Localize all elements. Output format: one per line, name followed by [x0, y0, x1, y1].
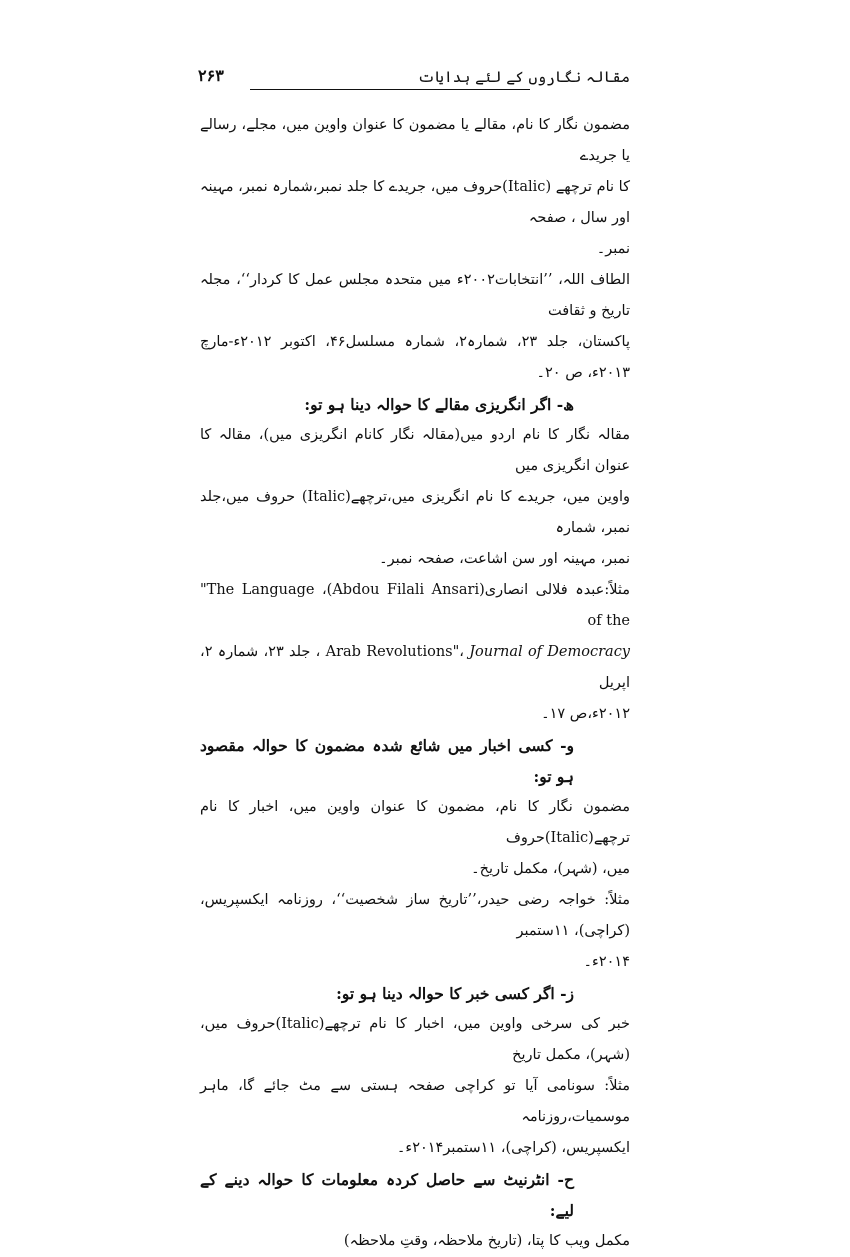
example-line	[200, 575, 630, 637]
text-line: ۲۰۱۲ء،ص ۱۷۔	[541, 706, 630, 722]
text-line: مکمل ویب کا پتا، (تاریخ ملاحظہ، وقتِ ملاحظہ)	[343, 1233, 630, 1249]
text-line: ایکسپریس، (کراچی)، ۱۱ستمبر۲۰۱۴ء۔	[396, 1140, 630, 1156]
page-header	[198, 60, 630, 94]
text-line: مثلاً: خواجہ رضی حیدر،’’تاریخ ساز شخصیت‘‘، روزنامہ ایکسپریس، (کراچی)، ۱۱ستمبر	[200, 892, 630, 939]
section-heading-he: ھ- اگر انگریزی مقالے کا حوالہ دینا ہو تو:	[304, 395, 574, 414]
text-line: ۲۰۱۴ء۔	[583, 954, 630, 970]
example-title-start: "The Language of the	[200, 582, 630, 629]
text-line: نمبر، مہینہ اور سن اشاعت، صفحہ نمبر۔	[379, 551, 630, 567]
text-line: مقالہ نگار کا نام اردو میں(مقالہ نگار کانام انگریزی میں)، مقالہ کا عنوان انگریزی میں	[200, 427, 630, 474]
section-heading-ze: ز- اگر کسی خبر کا حوالہ دینا ہو تو:	[336, 984, 574, 1003]
page-body	[200, 110, 630, 1257]
text-line: مضمون نگار کا نام، مضمون کا عنوان واوین میں، اخبار کا نام ترچھے(Italic)حروف	[200, 799, 630, 846]
section-heading-vao: و- کسی اخبار میں شائع شدہ مضمون کا حوالہ مقصود ہو تو:	[200, 736, 574, 786]
example-line	[200, 637, 630, 699]
text-line: میں، (شہر)، مکمل تاریخ۔	[471, 861, 630, 877]
text-line: واوین میں، جریدے کا نام انگریزی میں،ترچھے(Italic) حروف میں،جلد نمبر، شمارہ	[200, 489, 631, 536]
text-line: مثلاً: سونامی آیا تو کراچی صفحہ ہستی سے مٹ جائے گا، ماہر موسمیات،روزنامہ	[200, 1078, 630, 1125]
example-author: مثلاً:عبدہ فلالی انصاری(Abdou Filali Ansari)،	[321, 582, 631, 598]
journal-name: Journal of Democracy	[469, 644, 631, 660]
text-line: نمبر۔	[596, 241, 630, 257]
text-line: مضمون نگار کا نام، مقالے یا مضمون کا عنوان واوین میں، مجلے، رسالے یا جریدے	[200, 117, 630, 164]
example-title-end: Arab Revolutions"،	[325, 644, 464, 660]
text-line: خبر کی سرخی واوین میں، اخبار کا نام ترچھے(Italic)حروف میں، (شہر)، مکمل تاریخ	[200, 1016, 630, 1063]
page-number: ۲۶۳	[198, 66, 224, 85]
section-heading-he-hutti: ح- انٹرنیٹ سے حاصل کردہ معلومات کا حوالہ دینے کے لیے:	[200, 1170, 574, 1220]
text-line: الطاف اللہ، ’’انتخابات۲۰۰۲ء میں متحدہ مجلس عمل کا کردار‘‘، مجلہ تاریخ و ثقافت	[200, 272, 630, 319]
running-title: مقالہ نگاروں کے لئے ہدایات	[417, 68, 630, 86]
text-line: کا نام ترچھے (Italic)حروف میں، جریدے کا جلد نمبر،شمارہ نمبر، مہینہ اور سال ، صفحہ	[200, 179, 630, 226]
text-line: پاکستان، جلد ۲۳، شمارہ۲، شمارہ مسلسل۴۶، اکتوبر ۲۰۱۲ء-مارچ ۲۰۱۳ء، ص ۲۰۔	[200, 334, 631, 381]
header-rule	[250, 89, 530, 90]
example-volume: ، جلد ۲۳، شمارہ ۲، اپریل	[200, 644, 630, 691]
